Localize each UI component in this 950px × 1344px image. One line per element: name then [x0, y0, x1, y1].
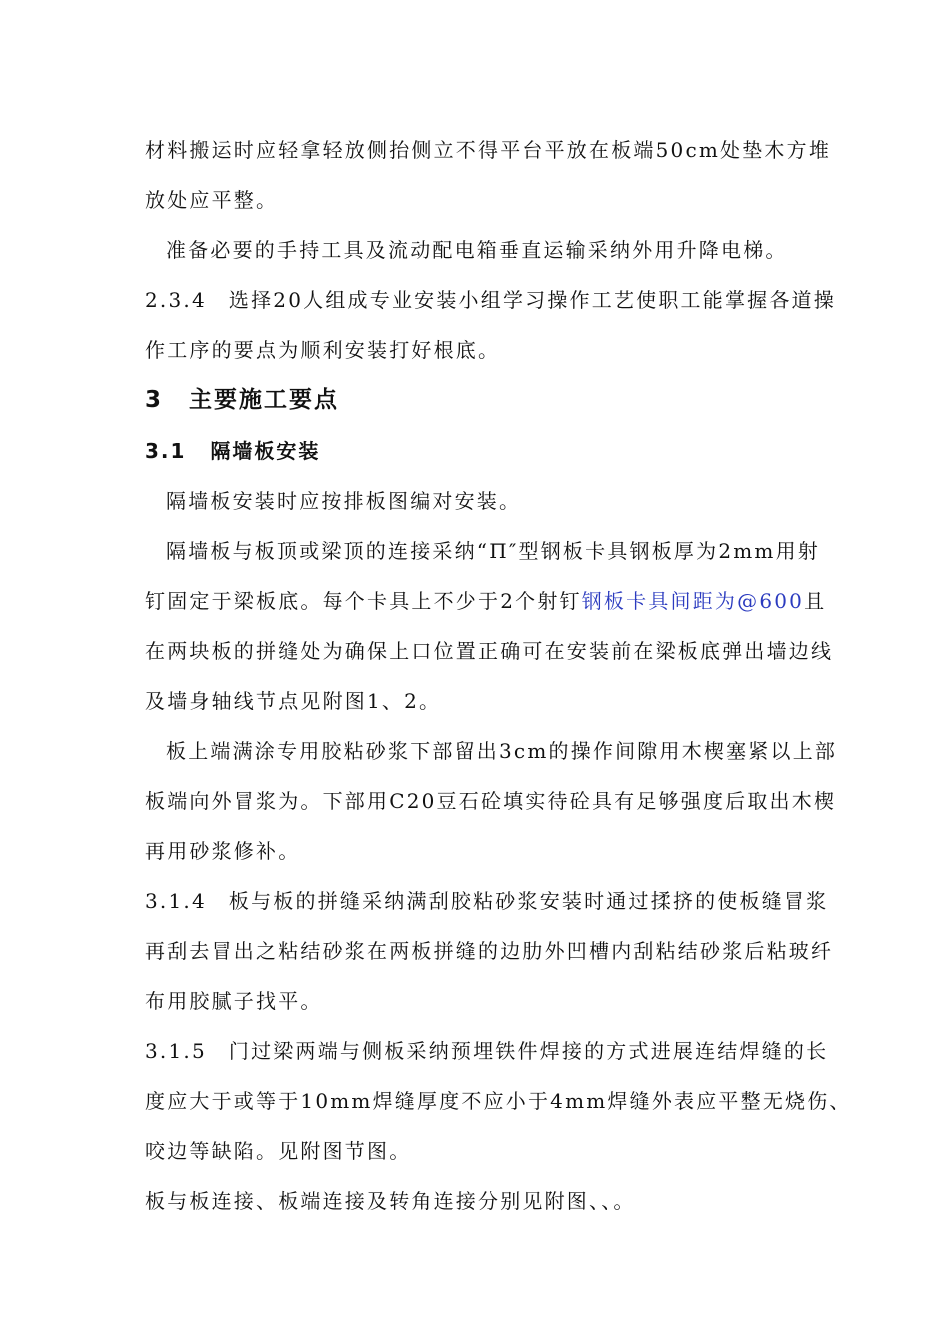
heading-number: 3.1: [145, 439, 187, 463]
heading-title: 主要施工要点: [189, 387, 340, 413]
heading-section-3: [145, 386, 845, 414]
paragraph-text: 且: [804, 589, 827, 613]
paragraph-text: 门过梁两端与侧板采纳预埋铁件焊接的方式进展连结焊缝的长: [228, 1039, 829, 1063]
paragraph-text: 板与板的拼缝采纳满刮胶粘砂浆安装时通过揉挤的使板缝冒浆: [228, 889, 829, 913]
paragraph-2-3-4-line-2: 作工序的要点为顺利安装打好根底。: [145, 338, 501, 362]
paragraph-2-3-4-line-1: [145, 286, 845, 314]
paragraph-3-1-5-line-1: [145, 1037, 845, 1065]
paragraph-3-1-5-line-3: 咬边等缺陷。见附图节图。: [145, 1139, 412, 1163]
paragraph-material-handling-line-2: 放处应平整。: [145, 188, 279, 212]
section-number: 2.3.4: [145, 288, 207, 312]
paragraph-text: 选择20人组成专业安装小组学习操作工艺使职工能掌握各道操: [228, 288, 836, 312]
paragraph-3-1-5-line-2: 度应大于或等于10mm焊缝厚度不应小于4mm焊缝外表应平整无烧伤、: [145, 1089, 852, 1113]
heading-number: 3: [145, 387, 164, 413]
paragraph-joints-line-1: 板与板连接、板端连接及转角连接分别见附图、、。: [145, 1189, 636, 1213]
paragraph-mortar-line-1: 板上端满涂专用胶粘砂浆下部留出3cm的操作间隙用木楔塞紧以上部: [166, 739, 838, 763]
paragraph-tools-line-1: 准备必要的手持工具及流动配电箱垂直运输采纳外用升降电梯。: [166, 238, 788, 262]
paragraph-mortar-line-3: 再用砂浆修补。: [145, 839, 301, 863]
heading-section-3-1: [145, 437, 845, 465]
paragraph-3-1-4-line-1: [145, 887, 845, 915]
section-number: 3.1.4: [145, 889, 207, 913]
paragraph-material-handling-line-1: 材料搬运时应轻拿轻放侧抬侧立不得平台平放在板端50cm处垫木方堆: [145, 138, 832, 162]
highlighted-text: 钢板卡具间距为@600: [581, 589, 805, 613]
section-number: 3.1.5: [145, 1039, 207, 1063]
paragraph-text: 钉固定于梁板底。每个卡具上不少于2个射钉: [145, 589, 582, 613]
paragraph-connection-line-4: 及墙身轴线节点见附图1、2。: [145, 689, 442, 713]
paragraph-connection-line-1: 隔墙板与板顶或梁顶的连接采纳“Π″型钢板卡具钢板厚为2mm用射: [166, 539, 820, 563]
paragraph-3-1-4-line-3: 布用胶腻子找平。: [145, 989, 323, 1013]
paragraph-connection-line-2: [145, 587, 845, 615]
paragraph-install-order-line-1: 隔墙板安装时应按排板图编对安装。: [166, 489, 522, 513]
paragraph-3-1-4-line-2: 再刮去冒出之粘结砂浆在两板拼缝的边肋外凹槽内刮粘结砂浆后粘玻纤: [145, 939, 834, 963]
paragraph-mortar-line-2: 板端向外冒浆为。下部用C20豆石砼填实待砼具有足够强度后取出木楔: [145, 789, 837, 813]
heading-title: 隔墙板安装: [210, 439, 321, 463]
paragraph-connection-line-3: 在两块板的拼缝处为确保上口位置正确可在安装前在梁板底弹出墙边线: [145, 639, 834, 663]
